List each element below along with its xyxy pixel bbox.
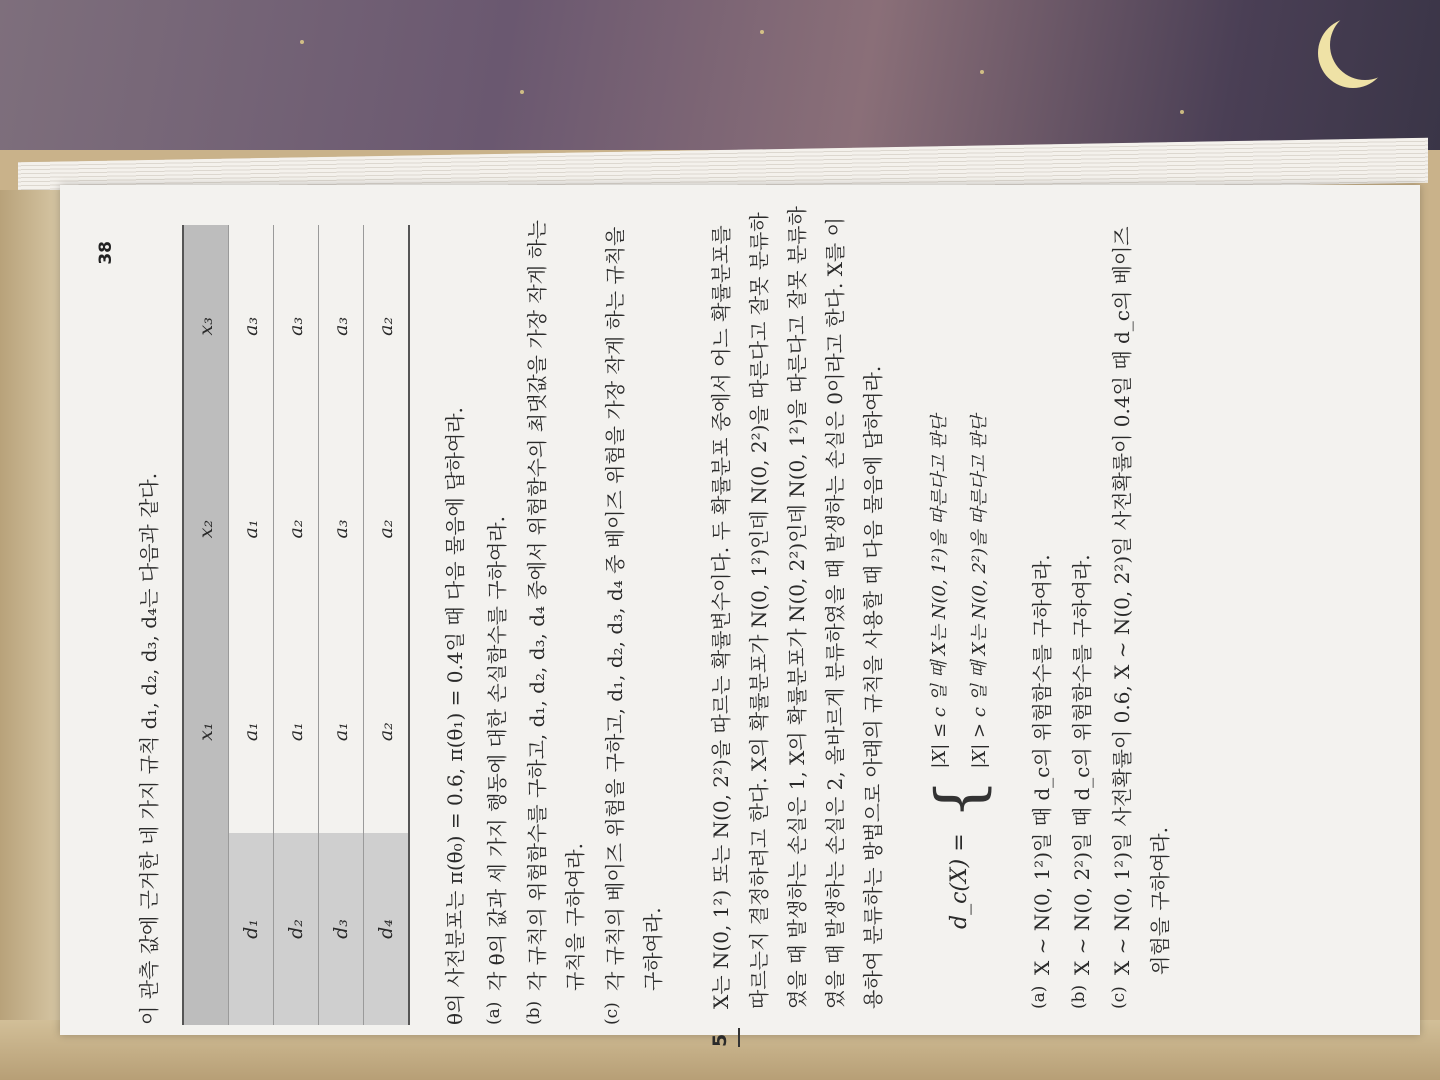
left-brace-icon: { — [922, 778, 997, 820]
question-label: (b) — [524, 1000, 544, 1025]
table-column-header: x₁ — [183, 630, 229, 833]
question-label: (a) — [1029, 985, 1050, 1009]
table-cell: a₁ — [229, 630, 274, 833]
page-number: 38 — [96, 241, 116, 265]
table-column-header: x₃ — [183, 225, 229, 428]
table-row — [229, 225, 274, 1025]
table-cell: a₂ — [364, 428, 410, 631]
question-label: (c) — [1109, 986, 1130, 1009]
table-cell: a₃ — [229, 225, 274, 428]
star-decoration — [980, 70, 984, 74]
book-cover-backdrop — [0, 0, 1440, 150]
question-text: 각 규칙의 베이즈 위험을 구하고, d₁, d₂, d₃, d₄ 중 베이즈 위험을 가장 작게 하는 규칙을 구하여라. — [603, 226, 665, 991]
table-cell: a₁ — [319, 630, 364, 833]
question-text: 각 θ의 값과 세 가지 행동에 대한 손실함수를 구하여라. — [485, 516, 509, 991]
decision-rule-formula — [920, 205, 999, 929]
table-cell: a₃ — [319, 225, 364, 428]
formula-case: |X| ≤ c 일 때 X는 N(0, 1²)을 따른다고 판단 — [929, 414, 950, 769]
table-row-header: d₄ — [364, 833, 410, 1025]
question-label: (b) — [1069, 984, 1090, 1009]
star-decoration — [520, 90, 524, 94]
question-text: X ~ N(0, 2²)일 때 d_c의 위험함수를 구하여라. — [1070, 554, 1095, 975]
table-cell: a₁ — [229, 428, 274, 631]
star-decoration — [300, 40, 304, 44]
table-cell: a₂ — [274, 428, 319, 631]
table-cell: a₂ — [364, 630, 410, 833]
moon-icon — [1330, 10, 1400, 80]
table-row — [364, 225, 410, 1025]
table-cell: a₂ — [364, 225, 410, 428]
star-decoration — [760, 30, 764, 34]
question-item — [1103, 205, 1179, 1009]
table-row — [319, 225, 364, 1025]
question-item — [518, 205, 594, 1025]
question-item — [596, 205, 672, 1025]
question-label: (a) — [484, 1001, 504, 1025]
intro-text: 이 관측 값에 근거한 네 가지 규칙 d₁, d₂, d₃, d₄는 다음과 같다. — [137, 472, 161, 1025]
table-cell: a₃ — [319, 428, 364, 631]
page-content — [90, 205, 1390, 1047]
table-column-header: x₂ — [183, 428, 229, 631]
table-cell: a₃ — [274, 225, 319, 428]
prior-statement: θ의 사전분포는 π(θ₀) = 0.6, π(θ₁) = 0.4일 때 다음 물음에 답하여라. — [443, 407, 467, 1025]
problem-number: 5 — [702, 1028, 740, 1047]
table-row-header: d₁ — [229, 833, 274, 1025]
decision-rule-table — [182, 225, 410, 1025]
question-text: X ~ N(0, 1²)일 때 d_c의 위험함수를 구하여라. — [1030, 554, 1055, 975]
formula-case: |X| > c 일 때 X는 N(0, 2²)을 따른다고 판단 — [968, 414, 990, 769]
table-row — [274, 225, 319, 1025]
table-row-header: d₃ — [319, 833, 364, 1025]
question-label: (c) — [602, 1002, 622, 1025]
problem-text: X는 N(0, 1²) 또는 N(0, 2²)을 따르는 확률변수이다. 두 확률분포 중에서 어느 확률분포를 따르는지 결정하려고 한다. X의 확률분포가 N(0, 1²)인데 N(0, 2²)을 따른다고 잘못 분류하였을 때 발생하는 손실은 1, X의 확률분포가 N(0, 2²)인데 N(0, 1²)을 따른다고 잘못 분류하였을 때 발생하는 손실은 2, 올바르게 분류하였을 때 발생하는 손실은 0이라고 한다. X를 이용하여 분류하는 방법으로 아래의 규칙을 사용할 때 다음 물음에 답하여라. — [709, 206, 885, 1009]
question-item — [1063, 205, 1101, 1009]
question-text: X ~ N(0, 1²)일 사전확률이 0.6, X ~ N(0, 2²)일 사전확률이 0.4일 때 d_c의 베이즈 위험을 구하여라. — [1110, 226, 1173, 975]
table-cell: a₁ — [274, 630, 319, 833]
table-surface — [0, 190, 60, 1080]
table-header-row — [183, 225, 229, 1025]
formula-lhs: d_c(X) = — [946, 833, 972, 929]
question-text: 각 규칙의 위험함수를 구하고, d₁, d₂, d₃, d₄ 중에서 위험함수의 최댓값을 가장 작게 하는 규칙을 구하여라. — [525, 220, 587, 991]
book-page — [60, 185, 1420, 1047]
star-decoration — [1180, 110, 1184, 114]
problem-5 — [702, 205, 1179, 1047]
question-item — [478, 205, 516, 1025]
table-corner-cell — [183, 833, 229, 1025]
table-row-header: d₂ — [274, 833, 319, 1025]
question-item — [1023, 205, 1061, 1009]
formula-cases — [920, 415, 999, 769]
